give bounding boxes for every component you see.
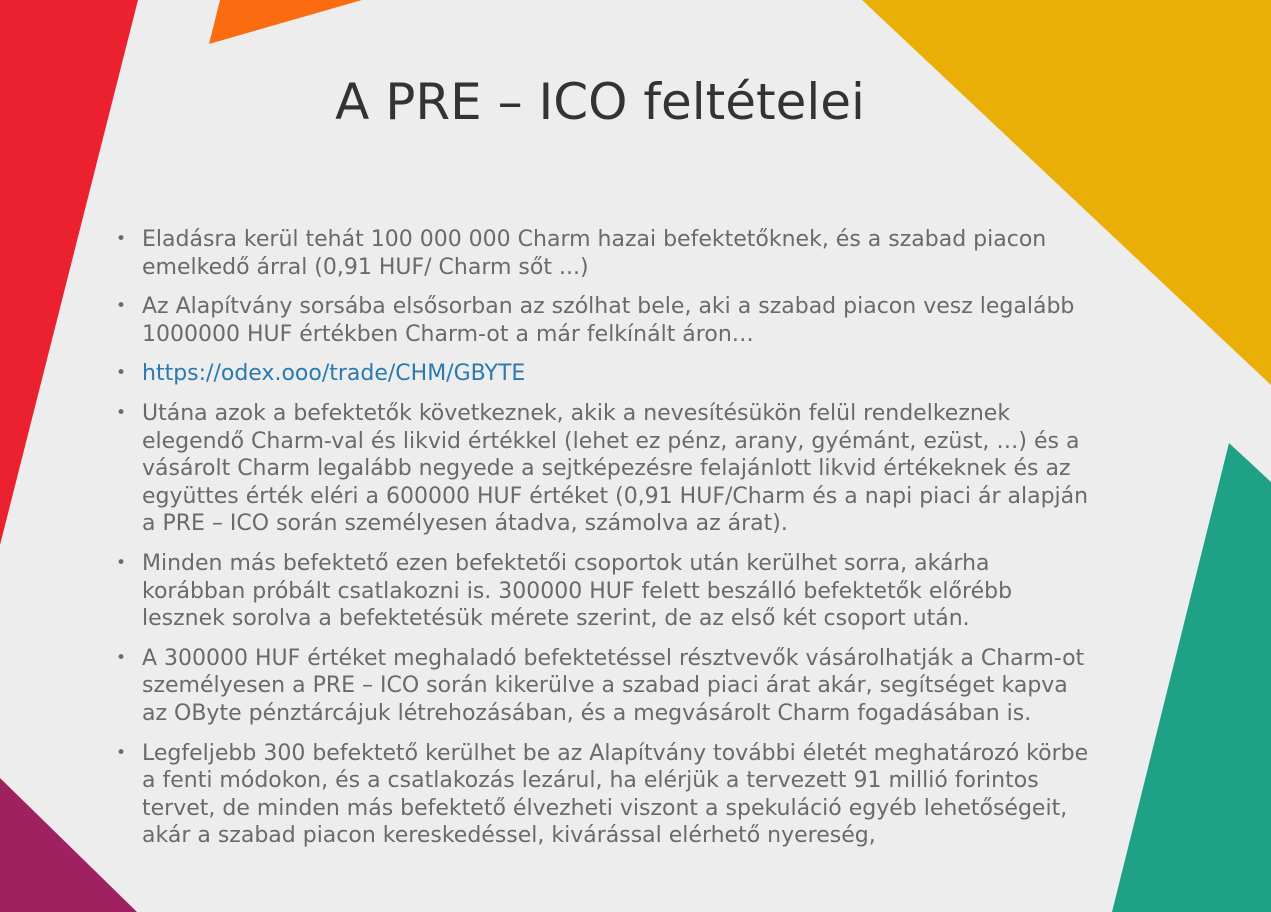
teal-triangle-shape xyxy=(1112,443,1271,912)
bullet-list xyxy=(116,226,1096,850)
bullet-item-link xyxy=(116,360,1096,388)
orange-triangle-shape xyxy=(209,0,362,44)
bullet-item: • Legfeljebb 300 befektető kerülhet be az Alapítvány további életét meghatározó körbe a fenti módokon, és a csatlakozás lezárul, ha elérjük a tervezett 91 millió forintos tervet, de minden más befektető élvezheti viszont a spekuláció egyéb lehetőségeit, akár a szabad piacon kereskedéssel, kivárással elérhető nyereség, xyxy=(116,740,1096,850)
slide-title: A PRE – ICO feltételei xyxy=(335,73,865,131)
bullet-item: • A 300000 HUF értéket meghaladó befektetéssel résztvevők vásárolhatják a Charm-ot személyesen a PRE – ICO során kikerülve a szabad piaci árat akár, segítséget kapva az OByte pénztárcájuk létrehozásában, és a megvásárolt Charm fogadásában is. xyxy=(116,645,1096,728)
bullet-item: • Utána azok a befektetők következnek, akik a nevesítésükön felül rendelkeznek elegendő Charm-val és likvid értékkel (lehet ez pénz, arany, gyémánt, ezüst, …) és a vásárolt Charm legalább negyede a sejtképezésre felajánlott likvid értékeknek és az együttes érték eléri a 600000 HUF értéket (0,91 HUF/Charm és a napi piaci ár alapján a PRE – ICO során személyesen átadva, számolva az árat). xyxy=(116,400,1096,538)
slide-content xyxy=(116,226,1096,862)
bullet-item: • Minden más befektető ezen befektetői csoportok után kerülhet sorra, akárha korábban próbált csatlakozni is. 300000 HUF felett beszálló befektetők előrébb lesznek sorolva a befektetésük mérete szerint, de az első két csoport után. xyxy=(116,550,1096,633)
bullet-item: • Az Alapítvány sorsába elsősorban az szólhat bele, aki a szabad piacon vesz legalább 1000000 HUF értékben Charm-ot a már felkínált áron… xyxy=(116,293,1096,348)
bullet-item: • Eladásra kerül tehát 100 000 000 Charm hazai befektetőknek, és a szabad piacon emelkedő árral (0,91 HUF/ Charm sőt ...) xyxy=(116,226,1096,281)
odex-trade-link[interactable]: https://odex.ooo/trade/CHM/GBYTE xyxy=(142,361,526,387)
